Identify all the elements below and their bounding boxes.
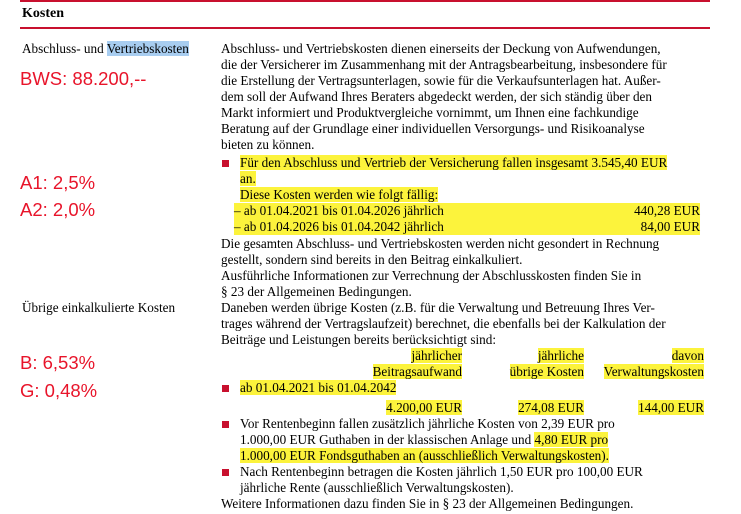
table-cell: 274,08 EUR — [518, 400, 584, 415]
block1-row2: – ab 01.04.2026 bis 01.04.2042 jährlich 84,00 EUR — [234, 219, 700, 234]
para3-line: trages während der Vertragslaufzeit) berechnet, die ebenfalls bei der Kalkulation der — [221, 316, 666, 331]
annotation-a2: A2: 2,0% — [20, 199, 96, 220]
label-part1: Abschluss- und — [22, 41, 107, 56]
para1-line: Markt informiert und Produktvergleiche vornimmt, um Ihnen eine fachkundige — [221, 105, 639, 120]
table-header: Verwaltungskosten — [603, 364, 704, 379]
bullet2-line3: 1.000,00 EUR Fondsguthaben an (ausschließlich Verwaltungskosten). — [240, 448, 609, 463]
para1-line: dem soll der Aufwand Ihres Beraters abgedeckt werden, der sich ständig über den — [221, 89, 653, 104]
table-cell: 4.200,00 EUR — [386, 400, 462, 415]
table-header: übrige Kosten — [509, 364, 584, 379]
bullet-marker — [222, 160, 229, 167]
para1-line: die der Versicherer im Zusammenhang mit der Antragsbearbeitung, insbesondere für — [221, 57, 667, 72]
footer-text: Weitere Informationen dazu finden Sie in § 23 der Allgemeinen Bedingungen. — [221, 496, 634, 511]
table-header: jährlicher — [411, 348, 462, 363]
bullet3-line2: jährliche Rente (ausschließlich Verwaltungskosten). — [240, 480, 514, 495]
bullet-marker — [222, 385, 229, 392]
annotation-g: G: 0,48% — [20, 380, 98, 401]
label-abschluss-vertriebskosten — [22, 41, 189, 57]
para2-line: Ausführliche Informationen zur Verrechnung der Abschlusskosten finden Sie in — [221, 268, 642, 283]
table-cell: 144,00 EUR — [638, 400, 704, 415]
bullet-marker — [222, 421, 229, 428]
para1-line: die Erstellung der Vertragsunterlagen, sowie für die Verkaufsunterlagen hat. Außer- — [221, 73, 661, 88]
section-title: Kosten — [22, 6, 64, 21]
bullet-marker — [222, 469, 229, 476]
block1-line3: Diese Kosten werden wie folgt fällig: — [240, 187, 439, 202]
block1-row1: – ab 01.04.2021 bis 01.04.2026 jährlich 440,28 EUR — [234, 203, 700, 218]
para1-line: Beratung auf der Grundlage einer individuellen Versorgungs- und Risikoanalyse — [221, 121, 645, 136]
para3-line: Beiträge und Leistungen bereits berücksichtigt sind: — [221, 332, 497, 347]
para1-line: bieten zu können. — [221, 137, 315, 152]
label-part2-selected[interactable]: Vertriebskosten — [106, 41, 189, 56]
top-rule — [20, 0, 710, 2]
bullet3-line1: Nach Rentenbeginn betragen die Kosten jährlich 1,50 EUR pro 100,00 EUR — [240, 464, 643, 479]
para3-line: Daneben werden übrige Kosten (z.B. für die Verwaltung und Betreuung Ihres Ver- — [221, 300, 655, 315]
annotation-a1: A1: 2,5% — [20, 172, 96, 193]
table-header: Beitragsaufwand — [372, 364, 462, 379]
block1-line1: Für den Abschluss und Vertrieb der Versicherung fallen insgesamt 3.545,40 EUR — [240, 155, 668, 170]
para2-line: § 23 der Allgemeinen Bedingungen. — [221, 284, 412, 299]
bullet2-line2: 1.000,00 EUR Guthaben in der klassischen Anlage und 4,80 EUR pro — [240, 432, 609, 447]
para1-line: Abschluss- und Vertriebskosten dienen einerseits der Deckung von Aufwendungen, — [221, 41, 661, 56]
label-uebrige-kosten: Übrige einkalkulierte Kosten — [22, 300, 176, 315]
para2-line: gestellt, sondern sind bereits in den Beitrag einkalkuliert. — [221, 252, 523, 267]
block1-line2: an. — [240, 171, 256, 186]
annotation-bws: BWS: 88.200,-- — [20, 68, 147, 89]
section-rule — [20, 27, 710, 29]
para2-line: Die gesamten Abschluss- und Vertriebskosten werden nicht gesondert in Rechnung — [221, 236, 660, 251]
annotation-b: B: 6,53% — [20, 352, 96, 373]
table-row-label: ab 01.04.2021 bis 01.04.2042 — [240, 380, 397, 395]
table-header: jährliche — [537, 348, 584, 363]
bullet2-line1: Vor Rentenbeginn fallen zusätzlich jährliche Kosten von 2,39 EUR pro — [240, 416, 615, 431]
table-header: davon — [671, 348, 704, 363]
